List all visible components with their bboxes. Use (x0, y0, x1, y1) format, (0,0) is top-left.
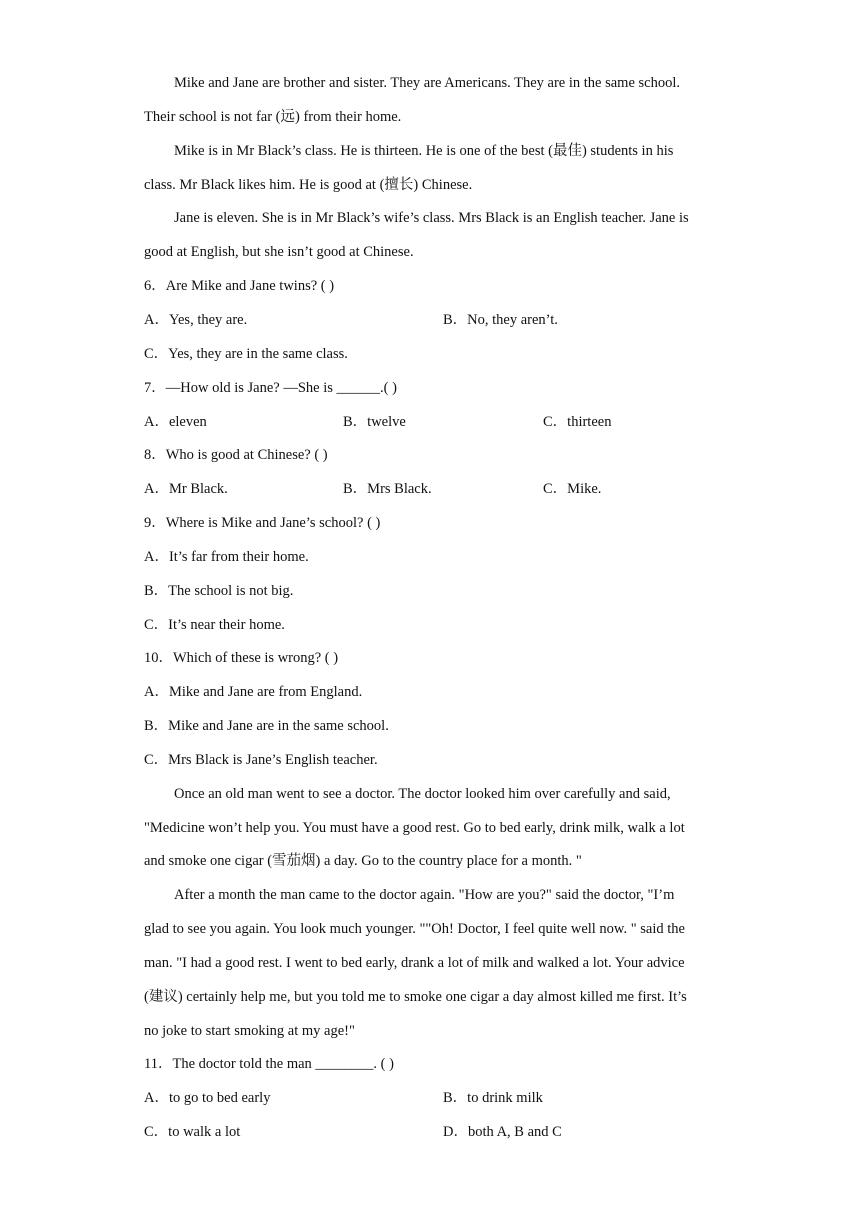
question-9-option-a: A．It’s far from their home. (144, 549, 309, 565)
question-8-option-c: C．Mike. (543, 481, 602, 497)
question-9-option-c: C．It’s near their home. (144, 617, 285, 633)
passage2-line-7: (建议) certainly help me, but you told me to smoke one cigar a day almost killed me first. It’s (144, 989, 687, 1005)
question-7-stem: 7．—How old is Jane? —She is ______.( ) (144, 380, 397, 396)
passage1-line-6: good at English, but she isn’t good at Chinese. (144, 244, 414, 260)
passage2-line-4: After a month the man came to the doctor again. "How are you?" said the doctor, "I’m (174, 887, 675, 903)
question-6-option-a: A．Yes, they are. (144, 312, 248, 328)
question-9-stem: 9．Where is Mike and Jane’s school? ( ) (144, 515, 381, 531)
question-10-option-a: A．Mike and Jane are from England. (144, 684, 363, 700)
passage1-line-4: class. Mr Black likes him. He is good at (擅长) Chinese. (144, 177, 473, 193)
passage1-line-5: Jane is eleven. She is in Mr Black’s wife’s class. Mrs Black is an English teacher. Jane is (174, 210, 689, 226)
question-11-stem: 11．The doctor told the man ________. ( ) (144, 1056, 394, 1072)
question-6-option-c: C．Yes, they are in the same class. (144, 346, 348, 362)
question-6-stem: 6．Are Mike and Jane twins? ( ) (144, 278, 335, 294)
question-8-stem: 8．Who is good at Chinese? ( ) (144, 447, 328, 463)
question-7-option-c: C．thirteen (543, 414, 612, 430)
passage1-line-3: Mike is in Mr Black’s class. He is thirteen. He is one of the best (最佳) students in his (174, 143, 674, 159)
question-7-option-b: B．twelve (343, 414, 406, 430)
passage2-line-3: and smoke one cigar (雪茄烟) a day. Go to the country place for a month. " (144, 853, 582, 869)
question-10-stem: 10．Which of these is wrong? ( ) (144, 650, 339, 666)
passage2-line-2: "Medicine won’t help you. You must have a good rest. Go to bed early, drink milk, walk a lot (144, 820, 685, 836)
question-6-option-b: B．No, they aren’t. (443, 312, 558, 328)
passage2-line-5: glad to see you again. You look much younger. ""Oh! Doctor, I feel quite well now. " said the (144, 921, 685, 937)
question-11-option-a: A．to go to bed early (144, 1090, 271, 1106)
question-8-option-b: B．Mrs Black. (343, 481, 432, 497)
question-7-option-a: A．eleven (144, 414, 207, 430)
passage2-line-8: no joke to start smoking at my age!" (144, 1023, 355, 1039)
question-10-option-c: C．Mrs Black is Jane’s English teacher. (144, 752, 378, 768)
question-11-option-b: B．to drink milk (443, 1090, 543, 1106)
passage2-line-6: man. "I had a good rest. I went to bed early, drank a lot of milk and walked a lot. Your advice (144, 955, 685, 971)
question-10-option-b: B．Mike and Jane are in the same school. (144, 718, 389, 734)
passage1-line-1: Mike and Jane are brother and sister. They are Americans. They are in the same school. (174, 75, 680, 91)
question-8-option-a: A．Mr Black. (144, 481, 228, 497)
question-9-option-b: B．The school is not big. (144, 583, 294, 599)
passage1-line-2: Their school is not far (远) from their home. (144, 109, 402, 125)
question-11-option-d: D．both A, B and C (443, 1124, 562, 1140)
passage2-line-1: Once an old man went to see a doctor. The doctor looked him over carefully and said, (174, 786, 671, 802)
question-11-option-c: C．to walk a lot (144, 1124, 241, 1140)
